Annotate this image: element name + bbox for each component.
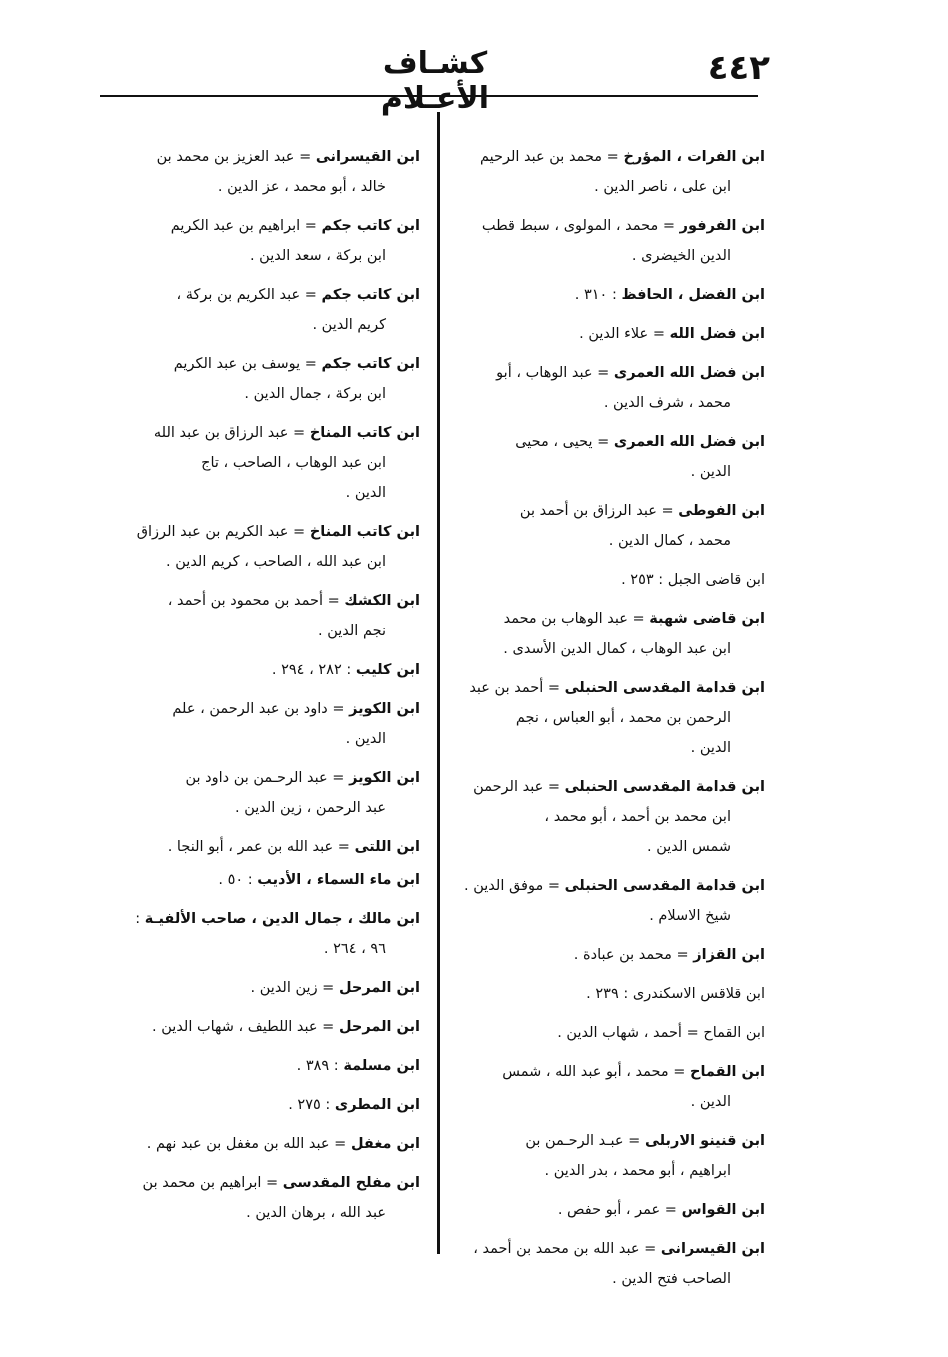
index-entry <box>100 655 420 685</box>
entry-continuation-line: نجم الدين . <box>317 623 386 639</box>
entry-first-line <box>100 586 420 616</box>
entry-headword: ابن الكشك <box>344 593 420 609</box>
index-entry <box>100 832 420 862</box>
entry-reference: = عبد العزيز بن محمد بن <box>156 149 316 165</box>
entry-continuation-line: كريم الدين . <box>312 317 386 333</box>
entry-continuation-line: ابن عبد الوهاب ، كمال الدين الأسدى . <box>503 641 731 657</box>
entry-reference: = زين الدين . <box>250 980 339 996</box>
entry-continuation-line: ابن بركة ، جمال الدين . <box>244 386 386 402</box>
entry-reference: = علاء الدين . <box>579 326 670 342</box>
entry-reference: = يوسف بن عبد الكريم <box>173 356 322 372</box>
entry-headword: ابن القماح <box>703 1025 765 1041</box>
entry-continuation-line: عبد الله ، برهان الدين . <box>246 1205 386 1221</box>
entry-continuation-line: الدين . <box>690 464 731 480</box>
index-entry <box>100 1168 420 1228</box>
index-entry <box>100 1129 420 1159</box>
entry-first-line <box>447 565 765 595</box>
entry-reference: : ٥٠ . <box>218 872 258 888</box>
entry-reference: = عبد الوهاب بن محمد <box>503 611 650 627</box>
entry-headword: ابن الفوطى <box>678 503 765 519</box>
index-entry <box>447 940 765 970</box>
index-entry <box>447 604 765 664</box>
entry-reference: = أحمد ، شهاب الدين . <box>557 1025 704 1041</box>
entry-reference: = عبد الكريم بن عبد الرزاق <box>136 524 310 540</box>
entry-headword: ابن كاتب جكم <box>321 287 420 303</box>
entry-first-line <box>447 211 765 241</box>
index-entry <box>447 871 765 931</box>
entry-first-line <box>447 1234 765 1264</box>
entry-reference: : ٢٣٩ . <box>586 986 633 1002</box>
entry-first-line <box>100 832 420 862</box>
entry-continuation-line: شيخ الاسلام . <box>649 908 731 924</box>
index-entry <box>447 772 765 862</box>
entry-reference: : ٣١٠ . <box>574 287 622 303</box>
index-entry <box>100 763 420 823</box>
entry-continuation-line: الدين الخيضرى . <box>631 248 731 264</box>
entry-reference: : ٢٥٣ . <box>621 572 668 588</box>
index-entry <box>100 973 420 1003</box>
entry-reference: = محمد ، أبو عبد الله ، شمس <box>502 1064 691 1080</box>
entry-first-line <box>100 517 420 547</box>
entry-continuation-line: ابن محمد بن أحمد ، أبو محمد ، <box>544 809 731 825</box>
entry-continuation-line: الصاحب فتح الدين . <box>612 1271 731 1287</box>
entry-first-line <box>100 865 420 895</box>
entry-first-line <box>447 673 765 703</box>
entry-first-line <box>100 904 420 934</box>
entry-first-line <box>100 349 420 379</box>
entry-first-line <box>447 940 765 970</box>
entry-headword: ابن مالك ، جمال الدين ، صاحب الألفيـة <box>144 911 420 927</box>
entry-first-line <box>447 496 765 526</box>
index-entry <box>100 142 420 202</box>
entry-reference: = عبد الله بن محمد بن أحمد ، <box>473 1241 661 1257</box>
entry-headword: ابن كاتب جكم <box>321 356 420 372</box>
entry-headword: ابن القزاز <box>693 947 765 963</box>
entry-continuation-line: الدين . <box>690 740 731 756</box>
entry-reference: = عبد الرزاق بن أحمد بن <box>519 503 679 519</box>
index-entry <box>447 673 765 763</box>
entry-headword: ابن الفرات ، المؤرخ <box>623 149 765 165</box>
entry-reference: = عمر ، أبو حفص . <box>557 1202 682 1218</box>
entry-continuation-line: ابراهيم ، أبو محمد ، بدر الدين . <box>544 1163 731 1179</box>
entry-headword: ابن القيسرانى <box>660 1241 765 1257</box>
entry-first-line <box>100 763 420 793</box>
entry-headword: ابن قاضى الجبل <box>667 572 765 588</box>
header-rule <box>100 95 758 97</box>
entry-headword: ابن فضل الله <box>669 326 765 342</box>
entry-reference: = موفق الدين . <box>464 878 565 894</box>
entry-headword: ابن ماء السماء ، الأديب <box>257 872 420 888</box>
entry-continuation-line: الرحمن بن محمد ، أبو العباس ، نجم <box>515 710 731 726</box>
entry-reference: : ٢٧٥ . <box>288 1097 335 1113</box>
entry-first-line <box>100 1129 420 1159</box>
entry-reference: : <box>135 911 145 927</box>
entry-headword: ابن كاتب المناخ <box>309 524 420 540</box>
entry-continuation-line: ابن عبد الوهاب ، الصاحب ، تاج <box>201 455 386 471</box>
entry-continuation-line: عبد الرحمن ، زين الدين . <box>234 800 386 816</box>
entry-continuation-line: محمد ، شرف الدين . <box>603 395 731 411</box>
entry-continuation-line: ابن بركة ، سعد الدين . <box>249 248 386 264</box>
entry-headword: ابن فضل الله العمرى <box>613 434 765 450</box>
entry-headword: ابن الكويز <box>349 770 420 786</box>
entry-first-line <box>100 694 420 724</box>
entry-headword: ابن المرحل <box>338 980 420 996</box>
index-entry <box>100 418 420 508</box>
index-entry <box>447 496 765 556</box>
entry-first-line <box>100 973 420 1003</box>
entry-headword: ابن القماح <box>690 1064 765 1080</box>
entry-reference: = عبد اللطيف ، شهاب الدين . <box>152 1019 339 1035</box>
entry-reference: = محمد ، المولوى ، سبط قطب <box>481 218 680 234</box>
entry-first-line <box>100 1051 420 1081</box>
entry-first-line <box>100 1090 420 1120</box>
entry-first-line <box>447 979 765 1009</box>
index-entry <box>447 211 765 271</box>
index-entry <box>447 1195 765 1225</box>
entry-first-line <box>447 1018 765 1048</box>
index-entry <box>100 1012 420 1042</box>
index-entry <box>100 517 420 577</box>
entry-reference: = محمد بن عبد الرحيم <box>479 149 624 165</box>
entry-continuation-line: خالد ، أبو محمد ، عز الدين . <box>217 179 386 195</box>
entry-headword: ابن الفرفور <box>679 218 765 234</box>
entry-first-line <box>447 604 765 634</box>
entry-reference: = عبد الرزاق بن عبد الله <box>153 425 310 441</box>
entry-reference: = عبد الرحـمن بن داود بن <box>185 770 350 786</box>
entry-first-line <box>100 211 420 241</box>
entry-first-line <box>100 142 420 172</box>
index-entry <box>100 694 420 754</box>
entry-reference: = عبد الوهاب ، أبو <box>496 365 614 381</box>
entry-headword: ابن قدامة المقدسى الحنبلى <box>564 878 765 894</box>
entry-first-line <box>447 772 765 802</box>
index-entry <box>100 1090 420 1120</box>
entry-headword: ابن كاتب المناخ <box>309 425 420 441</box>
entry-first-line <box>447 142 765 172</box>
entry-first-line <box>100 1012 420 1042</box>
index-entry <box>447 1018 765 1048</box>
index-entry <box>447 427 765 487</box>
entry-reference: : ٢٨٢ ، ٢٩٤ . <box>271 662 356 678</box>
entry-headword: ابن مغفل <box>350 1136 420 1152</box>
entry-headword: ابن قنينو الاربلى <box>644 1133 765 1149</box>
entry-first-line <box>447 280 765 310</box>
index-entry <box>100 349 420 409</box>
entry-continuation-line: ابن عبد الله ، الصاحب ، كريم الدين . <box>166 554 386 570</box>
page-title: كشـاف الأعـلام <box>380 46 490 116</box>
entry-headword: ابن المطرى <box>334 1097 420 1113</box>
entry-reference: = يحيى ، محيى <box>515 434 614 450</box>
entry-reference: = عبـد الرحـمن بن <box>525 1133 645 1149</box>
index-entry <box>447 358 765 418</box>
index-entry <box>100 904 420 964</box>
entry-continuation-line: ٩٦ ، ٢٦٤ . <box>323 941 386 957</box>
page-number: ٤٤٢ <box>707 48 770 88</box>
entry-continuation-line: الدين . <box>345 485 386 501</box>
index-entry <box>447 1126 765 1186</box>
entry-reference: = عبد الرحمن <box>473 779 565 795</box>
index-entry <box>100 211 420 271</box>
entry-headword: ابن القيسرانى <box>315 149 420 165</box>
entry-reference: = داود بن عبد الرحمن ، علم <box>172 701 350 717</box>
entry-first-line <box>447 1195 765 1225</box>
entry-first-line <box>447 1057 765 1087</box>
index-entry <box>447 1234 765 1294</box>
index-entry <box>447 1057 765 1117</box>
entry-headword: ابن مسلمة <box>343 1058 420 1074</box>
entry-first-line <box>100 280 420 310</box>
column-divider <box>437 112 440 1254</box>
entry-continuation-line: الدين . <box>690 1094 731 1110</box>
entry-first-line <box>447 319 765 349</box>
entry-reference: = ابراهيم بن محمد بن <box>142 1175 283 1191</box>
entry-reference: = ابراهيم بن عبد الكريم <box>170 218 322 234</box>
entry-first-line <box>447 871 765 901</box>
entry-reference: = أحمد بن محمود بن أحمد ، <box>167 593 345 609</box>
entry-reference: = عبد الله بن مغفل بن عبد نهم . <box>146 1136 351 1152</box>
entry-headword: ابن قدامة المقدسى الحنبلى <box>564 779 765 795</box>
entry-reference: : ٣٨٩ . <box>296 1058 344 1074</box>
index-entry <box>447 142 765 202</box>
entry-headword: ابن قاضى شهبة <box>649 611 765 627</box>
entry-reference: = عبد الله بن عمر ، أبو النجا . <box>167 839 355 855</box>
entry-headword: ابن القواس <box>681 1202 765 1218</box>
entry-headword: ابن مفلح المقدسى <box>282 1175 420 1191</box>
entry-first-line <box>447 1126 765 1156</box>
index-entry <box>447 565 765 595</box>
index-entry <box>100 280 420 340</box>
index-entry <box>100 586 420 646</box>
entry-first-line <box>447 358 765 388</box>
entry-headword: ابن اللتى <box>354 839 420 855</box>
entry-headword: ابن قدامة المقدسى الحنبلى <box>564 680 765 696</box>
entry-first-line <box>100 655 420 685</box>
entry-headword: ابن كليب <box>355 662 420 678</box>
index-column-left <box>100 142 420 1237</box>
entry-continuation-line: شمس الدين . <box>647 839 731 855</box>
entry-continuation-line: الدين . <box>345 731 386 747</box>
entry-headword: ابن قلاقس الاسكندرى <box>632 986 765 1002</box>
index-entry <box>447 319 765 349</box>
entry-continuation-line: ابن على ، ناصر الدين . <box>594 179 731 195</box>
entry-headword: ابن المرحل <box>338 1019 420 1035</box>
index-entry <box>447 979 765 1009</box>
entry-headword: ابن الكويز <box>349 701 420 717</box>
entry-reference: = عبد الكريم بن بركة ، <box>176 287 322 303</box>
entry-first-line <box>100 418 420 448</box>
index-entry <box>100 865 420 895</box>
entry-reference: = أحمد بن عبد <box>469 680 565 696</box>
entry-first-line <box>100 1168 420 1198</box>
index-entry <box>447 280 765 310</box>
entry-headword: ابن كاتب جكم <box>321 218 420 234</box>
entry-headword: ابن الفضل ، الحافظ <box>621 287 765 303</box>
entry-continuation-line: محمد ، كمال الدين . <box>608 533 731 549</box>
entry-headword: ابن فضل الله العمرى <box>613 365 765 381</box>
index-entry <box>100 1051 420 1081</box>
entry-reference: = محمد بن عبادة . <box>573 947 694 963</box>
entry-first-line <box>447 427 765 457</box>
index-column-right <box>447 142 765 1303</box>
